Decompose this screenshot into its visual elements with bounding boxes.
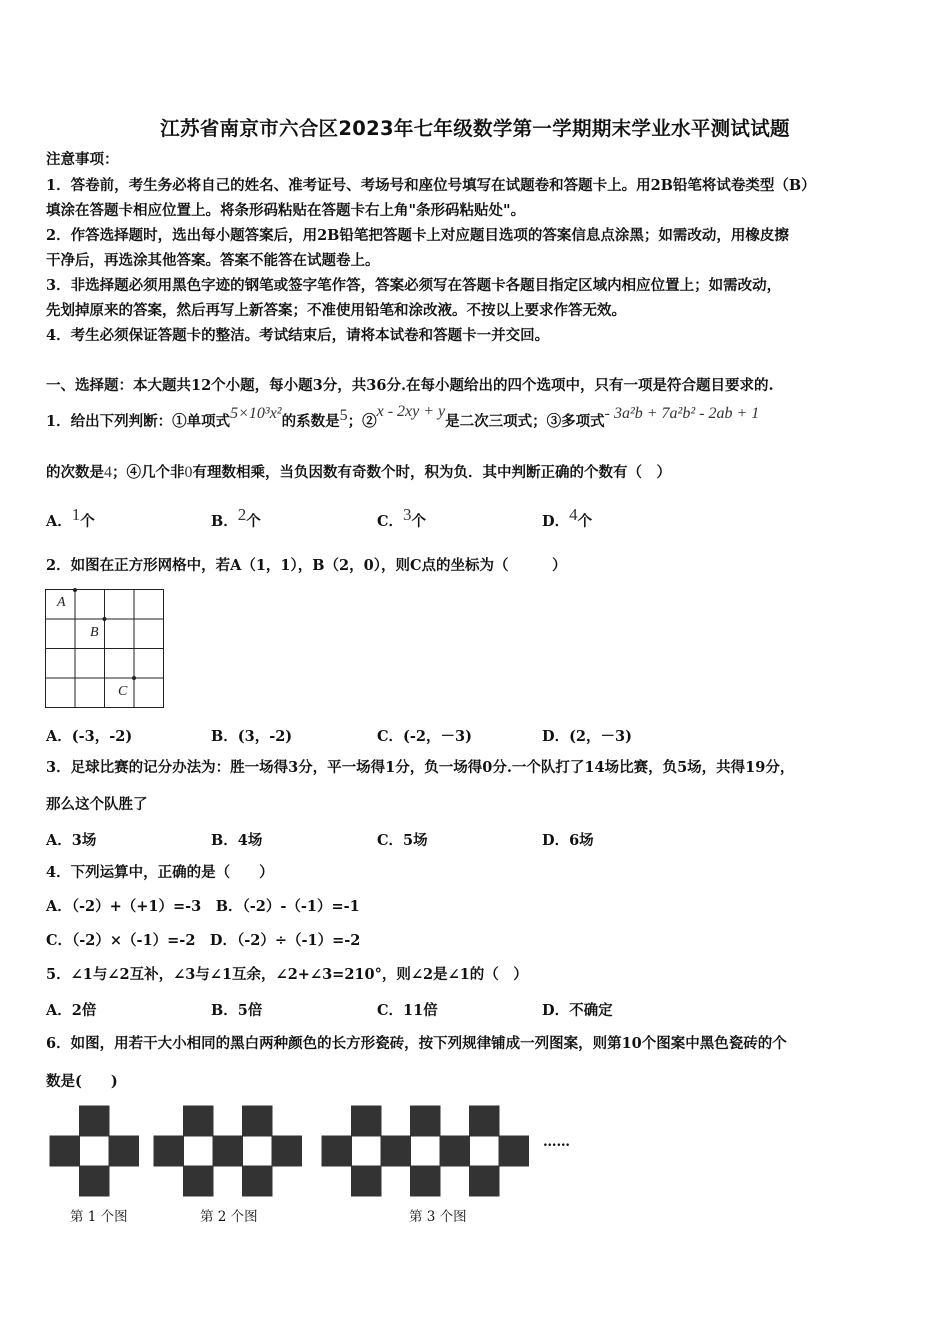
q1-option-c[interactable] [377,505,427,531]
option-number: 1 [71,505,81,524]
notice-line: 4．考生必须保证答题卡的整洁。考试结束后，请将本试卷和答题卡一并交回。 [46,327,550,344]
tile-pattern-figures [0,1100,950,1200]
figure-caption-2: 第 2 个图 [200,1209,258,1225]
white-tile [80,1136,110,1166]
q1-option-b[interactable] [211,505,261,531]
grid-figure [44,588,168,712]
notice-line: 3．非选择题必须用黑色字迹的钢笔或签字笔作答，答案必须写在答题卡各题目指定区域内相应位置上；如需改动， [46,277,782,294]
q3-option-c[interactable]: C．5场 [377,832,428,849]
ellipsis: …… [543,1134,570,1150]
q3-option-d[interactable]: D．6场 [542,832,594,849]
black-tile [272,1136,302,1166]
q1-option-d[interactable] [542,505,593,531]
black-tile [50,1136,80,1166]
q3-option-b[interactable]: B．4场 [211,832,263,849]
q1-text: ；④几个非 [112,464,185,481]
white-tile [411,1136,441,1166]
pattern-figure-2 [154,1106,302,1196]
q3-option-a[interactable]: A．3场 [46,832,97,849]
option-label: C． [377,513,404,530]
q1-text: 的次数是 [46,464,104,481]
black-tile [184,1166,214,1196]
black-tile [499,1136,529,1166]
notice-line: 1．答卷前，考生务必将自己的姓名、准考证号、考场号和座位号填写在试题卷和答题卡上。用2B铅笔将试卷类型（B） [46,177,816,194]
q1-math: 5 [339,407,348,424]
white-tile [470,1136,500,1166]
point-c [132,676,136,680]
point-b [103,617,107,621]
pattern-figure-3 [322,1106,529,1196]
section-heading: 一、选择题：本大题共12个小题，每小题3分，共36分.在每小题给出的四个选项中，只有一项是符合题目要求的. [46,377,774,394]
option-number: 3 [403,505,412,524]
notice-heading: 注意事项： [46,151,119,168]
q2-option-a[interactable]: A．(-3，-2) [46,728,133,745]
q1-text: ；② [347,413,377,430]
black-tile [109,1136,139,1166]
black-tile [243,1166,273,1196]
question-6-line-1: 6．如图，用若干大小相同的黑白两种颜色的长方形瓷砖，按下列规律铺成一列图案，则第10个图案中黑色瓷砖的个 [46,1035,787,1052]
option-label: D． [542,513,570,530]
q2-option-d[interactable]: D．(2，－3) [542,728,632,745]
option-label: A． [46,513,72,530]
black-tile [184,1106,214,1136]
q4-options-ab[interactable]: A．（-2）+（+1）=-3 B．（-2）-（-1）=-1 [46,898,360,915]
black-tile [352,1106,382,1136]
q2-option-c[interactable]: C．(-2，－3) [377,728,472,745]
notice-line: 填涂在答题卡相应位置上。将条形码粘贴在答题卡右上角"条形码粘贴处"。 [46,202,526,219]
q1-math: - 3a²b + 7a²b² - 2ab + 1 [604,405,760,422]
question-6-line-2: 数是( ) [46,1073,118,1090]
black-tile [154,1136,184,1166]
white-tile [243,1136,273,1166]
q1-math: 0 [184,464,193,481]
question-1-line-1 [46,403,760,432]
point-a [73,588,77,592]
question-4: 4．下列运算中，正确的是（ ） [46,864,274,881]
label-c: C [118,684,128,699]
question-5: 5．∠1与∠2互补，∠3与∠1互余，∠2+∠3=210°，则∠2是∠1的（ ） [46,966,528,983]
notice-line: 2．作答选择题时，选出每小题答案后，用2B铅笔把答题卡上对应题目选项的答案信息点涂黑；如需改动，用橡皮擦 [46,227,789,244]
q5-option-d[interactable]: D．不确定 [542,1002,613,1019]
q1-math: 5×10³x² [230,405,282,422]
black-tile [411,1106,441,1136]
black-tile [80,1106,110,1136]
q1-text: 的系数是 [281,413,340,430]
option-number: 4 [569,505,578,524]
black-tile [440,1136,470,1166]
black-tile [352,1166,382,1196]
option-number: 2 [237,505,247,524]
q1-math: x - 2xy + y [376,403,446,420]
q1-option-a[interactable] [46,505,95,531]
black-tile [80,1166,110,1196]
option-unit: 个 [577,513,593,530]
q1-text: 有理数相乘，当负因数有奇数个时，积为负．其中判断正确的个数有（ ） [192,464,671,481]
white-tile [184,1136,214,1166]
question-3-line-1: 3．足球比赛的记分办法为：胜一场得3分，平一场得1分，负一场得0分.一个队打了14场比赛，负5场，共得19分， [46,759,795,776]
option-unit: 个 [411,513,427,530]
q5-option-a[interactable]: A．2倍 [46,1002,97,1019]
black-tile [411,1166,441,1196]
question-2: 2．如图在正方形网格中，若A（1，1），B（2，0），则C点的坐标为（ ） [46,557,567,574]
q5-option-c[interactable]: C．11倍 [377,1002,438,1019]
q1-math: 4 [104,464,112,481]
q1-text: 是二次三项式；③多项式 [445,413,605,430]
figure-caption-3: 第 3 个图 [409,1209,467,1225]
black-tile [322,1136,352,1166]
question-3-line-2: 那么这个队胜了 [46,796,148,813]
black-tile [243,1106,273,1136]
black-tile [213,1136,243,1166]
black-tile [381,1136,411,1166]
q5-option-b[interactable]: B．5倍 [211,1002,263,1019]
black-tile [470,1166,500,1196]
label-a: A [57,595,66,610]
option-unit: 个 [246,513,261,530]
pattern-figure-1 [50,1106,139,1196]
black-tile [470,1106,500,1136]
notice-line: 干净后，再选涂其他答案。答案不能答在试题卷上。 [46,252,380,269]
white-tile [352,1136,382,1166]
q1-text: 1．给出下列判断：①单项式 [46,413,231,430]
option-unit: 个 [80,513,95,530]
option-label: B． [211,513,238,530]
question-1-line-2 [46,463,671,483]
label-b: B [90,625,99,640]
figure-caption-1: 第 1 个图 [70,1209,128,1225]
notice-line: 先划掉原来的答案，然后再写上新答案；不准使用铅笔和涂改液。不按以上要求作答无效。 [46,302,626,319]
q4-options-cd[interactable]: C．（-2）×（-1）=-2 D．（-2）÷（-1）=-2 [46,932,361,949]
page-title: 江苏省南京市六合区2023年七年级数学第一学期期末学业水平测试试题 [160,117,790,140]
q2-option-b[interactable]: B．(3，-2) [211,728,293,745]
